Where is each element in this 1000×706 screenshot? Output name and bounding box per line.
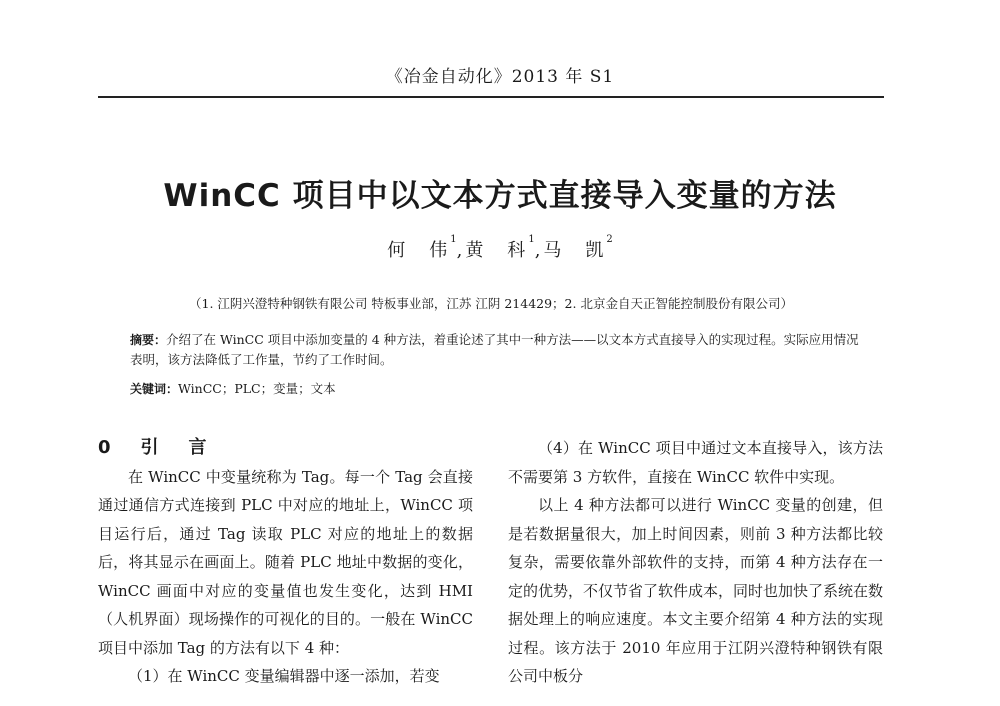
keywords-text: WinCC；PLC；变量；文本: [178, 381, 336, 396]
keywords: [130, 379, 870, 399]
keywords-label: 关键词：: [130, 382, 179, 396]
author-list: 何 伟$^1$,黄 科$^1$,马 凯$^2$: [387, 234, 613, 261]
abstract-text: 介绍了在 WinCC 项目中添加变量的 4 种方法，着重论述了其中一种方法——以文本方式直接导入的实现过程。实际应用情况表明，该方法降低了工作量，节约了工作时间。: [130, 332, 859, 367]
section-heading: 0 引 言: [98, 437, 213, 458]
abstract: [130, 330, 870, 370]
journal-header: 《冶金自动化》2013 年 S1: [385, 67, 615, 87]
body-paragraph: （4）在 WinCC 项目中通过文本直接导入，该方法不需要第 3 方软件，直接在 WinCC 软件中实现。: [508, 439, 883, 486]
header-rule: [98, 96, 884, 98]
author-affiliation-mark: 2: [606, 234, 613, 245]
author-name: 马 凯: [543, 240, 607, 261]
affiliation: （1. 江阴兴澄特种钢铁有限公司 特板事业部，江苏 江阴 214429；2. 北京金自天正智能控制股份有限公司）: [189, 296, 793, 311]
right-column: [508, 434, 883, 691]
article-title: WinCC 项目中以文本方式直接导入变量的方法: [163, 178, 837, 214]
body-paragraph: 在 WinCC 中变量统称为 Tag。每一个 Tag 会直接通过通信方式连接到 PLC 中对应的地址上，WinCC 项目运行后，通过 Tag 读取 PLC 对应的地址上的数据后，将其显示在画面上。随着 PLC 地址中数据的变化，WinCC 画面中对应的变量值也发生变化，达到 HMI（人机界面）现场操作的可视化的目的。一般在 WinCC 项目中添加 Tag 的方法有以下 4 种：: [98, 467, 473, 657]
body-paragraph: 以上 4 种方法都可以进行 WinCC 变量的创建，但是若数据量很大，加上时间因素，则前 3 种方法都比较复杂，需要依靠外部软件的支持，而第 4 种方法存在一定的优势，不仅节省了软件成本，同时也加快了系统在数据处理上的响应速度。本文主要介绍第 4 种方法的实现过程。该方法于 2010 年应用于江阴兴澄特种钢铁有限公司中板分: [508, 496, 884, 685]
body-paragraph: （1）在 WinCC 变量编辑器中逐一添加，若变: [128, 667, 440, 685]
author-affiliation-mark: 1: [528, 234, 535, 245]
author-name: 何 伟: [387, 240, 451, 261]
abstract-label: 摘要：: [130, 333, 167, 347]
author-affiliation-mark: 1: [450, 234, 457, 245]
left-column: [98, 434, 473, 691]
author-name: 黄 科: [465, 240, 529, 261]
